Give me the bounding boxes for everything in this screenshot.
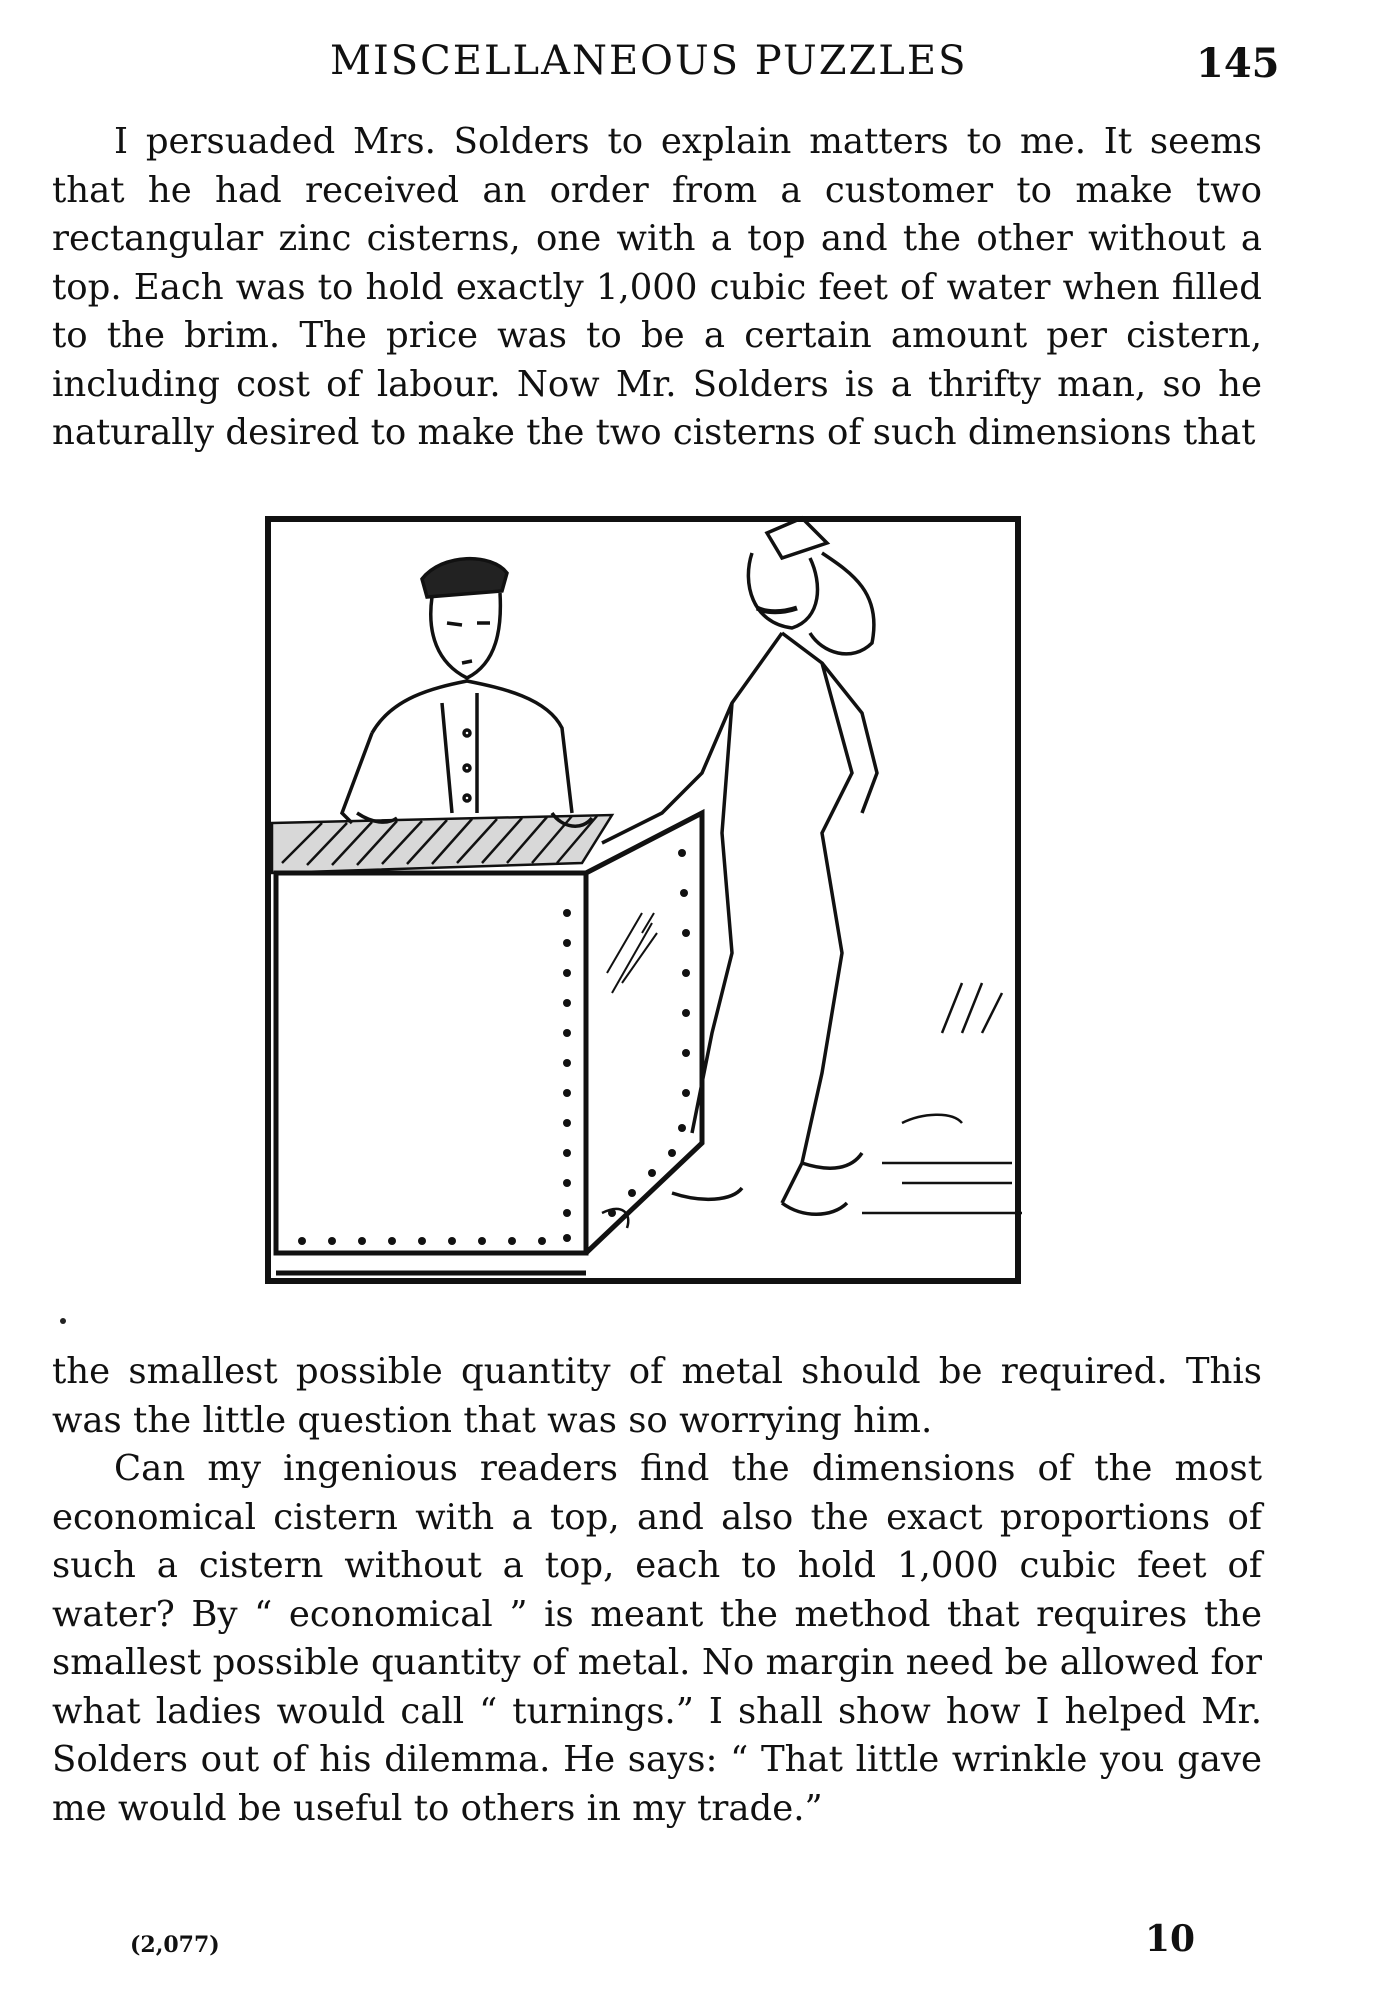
text-block-bottom <box>52 1348 1262 1833</box>
paragraph: the smallest possible quantity of metal should be required. This was the little question that was so worrying him. <box>52 1351 1262 1441</box>
sheet-number: 10 <box>1145 1918 1196 1960</box>
page-title: MISCELLANEOUS PUZZLES <box>330 38 968 84</box>
page-number: 145 <box>1196 40 1280 87</box>
text-block-top <box>52 118 1262 458</box>
paragraph: I persuaded Mrs. Solders to explain matters to me. It seems that he had received an order from a customer to make two rectangular zinc cisterns, one with a top and the other without a top. Each was to hold exactly 1,000 cubic feet of water when filled to the brim. The price was to be a certain amount per cistern, including cost of labour. Now Mr. Solders is a thrifty man, so he naturally desired to make the two cisterns of such dimensions that <box>52 121 1262 453</box>
cistern-illustration-icon <box>262 513 1042 1303</box>
stray-mark <box>60 1318 66 1324</box>
paragraph: Can my ingenious readers find the dimensions of the most economical cistern with a top, and also the exact proportions of such a cistern without a top, each to hold 1,000 cubic feet of water? By “ economical ” is meant the method that requires the smallest possible quantity of metal. No margin need be allowed for what ladies would call “ turnings.” I shall show how I helped Mr. Solders out of his dilemma. He says: “ That little wrinkle you gave me would be useful to others in my trade.” <box>52 1448 1262 1829</box>
printer-signature: (2,077) <box>130 1932 220 1958</box>
running-head <box>0 38 1376 98</box>
